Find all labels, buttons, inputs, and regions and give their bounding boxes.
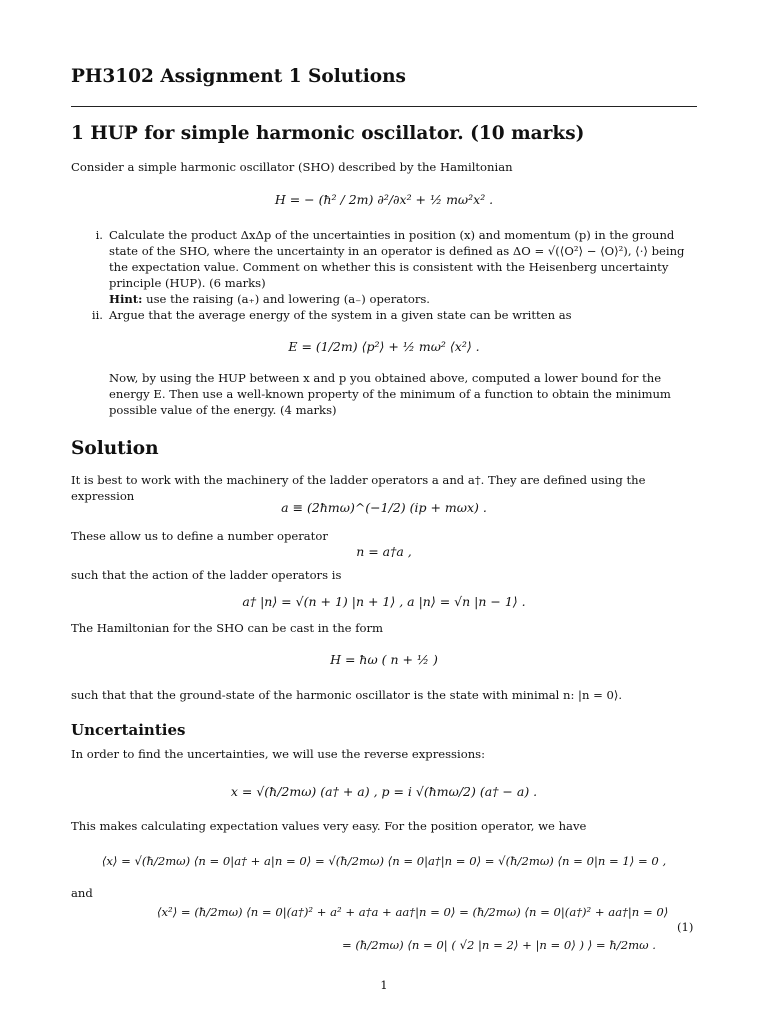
- page-number: 1: [380, 978, 388, 992]
- hamiltonian-equation: H = − (ħ² / 2m) ∂²/∂x² + ½ mω²x² .: [274, 192, 494, 207]
- problem-item-ii: [89, 307, 697, 323]
- ladder-action-equation: a† |n⟩ = √(n + 1) |n + 1⟩ , a |n⟩ = √n |n − 1⟩ .: [242, 594, 526, 609]
- hamiltonian-number-form: H = ħω ( n + ½ ): [330, 652, 438, 667]
- hint-label: Hint:: [109, 292, 143, 306]
- section-intro: Consider a simple harmonic oscillator (SHO) described by the Hamiltonian: [71, 160, 513, 174]
- hint-text: use the raising (a₊) and lowering (a₋) operators.: [146, 292, 430, 306]
- item-text: Calculate the product ΔxΔp of the uncertainties in position (x) and momentum (p) in the ground state of the SHO, where the uncertainty in an operator is defined as ΔO = √(⟨O²⟩ − ⟨O⟩²), ⟨·⟩ being the expectation value. Comment on whether this is consistent with the Heisenberg uncertainty principle (HUP). (6 marks): [109, 228, 685, 290]
- item-label: i.: [95, 228, 103, 242]
- uncertainties-heading: Uncertainties: [71, 721, 186, 739]
- item-text: Argue that the average energy of the system in a given state can be written as: [109, 308, 572, 322]
- problem-item-ii-continued: [89, 370, 697, 418]
- solution-paragraph: The Hamiltonian for the SHO can be cast in the form: [71, 621, 384, 635]
- solution-paragraph: It is best to work with the machinery of the ladder operators a and a†. They are defined using the expression: [71, 473, 646, 504]
- reverse-expressions-equation: x = √(ħ/2mω) (a† + a) , p = i √(ħmω/2) (a† − a) .: [230, 784, 538, 799]
- section-heading: 1 HUP for simple harmonic oscillator. (10 marks): [71, 123, 585, 144]
- document-title: PH3102 Assignment 1 Solutions: [71, 66, 406, 87]
- item-after-text: Now, by using the HUP between x and p you obtained above, computed a lower bound for the energy E. Then use a well-known property of the minimum of a function to obtain the minimum possible value of the energy. (4 marks): [109, 371, 671, 417]
- conjunction-text: and: [71, 886, 93, 900]
- solution-heading: Solution: [71, 438, 159, 459]
- problem-item-i: [89, 227, 697, 307]
- solution-paragraph: such that that the ground-state of the harmonic oscillator is the state with minimal n: |n = 0⟩.: [71, 688, 623, 702]
- ladder-operator-definition: a ≡ (2ħmω)^(−1/2) (ip + mωx) .: [281, 500, 487, 515]
- uncertainties-paragraph: In order to find the uncertainties, we will use the reverse expressions:: [71, 747, 486, 761]
- title-rule: [71, 106, 697, 107]
- solution-paragraph: such that the action of the ladder operators is: [71, 568, 342, 582]
- position-squared-equation-line1: ⟨x²⟩ = (ħ/2mω) ⟨n = 0|(a†)² + a² + a†a + aa†|n = 0⟩ = (ħ/2mω) ⟨n = 0|(a†)² + aa†|n = 0⟩: [157, 905, 669, 919]
- solution-paragraph: These allow us to define a number operator: [71, 529, 328, 543]
- item-label: ii.: [91, 308, 103, 322]
- energy-equation: E = (1/2m) ⟨p²⟩ + ½ mω² ⟨x²⟩ .: [288, 339, 480, 354]
- equation-number: (1): [677, 920, 694, 934]
- number-operator-equation: n = a†a ,: [356, 544, 412, 559]
- uncertainties-paragraph: This makes calculating expectation values very easy. For the position operator, we have: [71, 819, 587, 833]
- position-expectation-equation: ⟨x⟩ = √(ħ/2mω) ⟨n = 0|a† + a|n = 0⟩ = √(ħ/2mω) ⟨n = 0|a†|n = 0⟩ = √(ħ/2mω) ⟨n = 0|n = 1⟩ = 0 ,: [101, 854, 667, 868]
- position-squared-equation-line2: = (ħ/2mω) ⟨n = 0| ( √2 |n = 2⟩ + |n = 0⟩ ) ⟩ = ħ/2mω .: [342, 938, 656, 952]
